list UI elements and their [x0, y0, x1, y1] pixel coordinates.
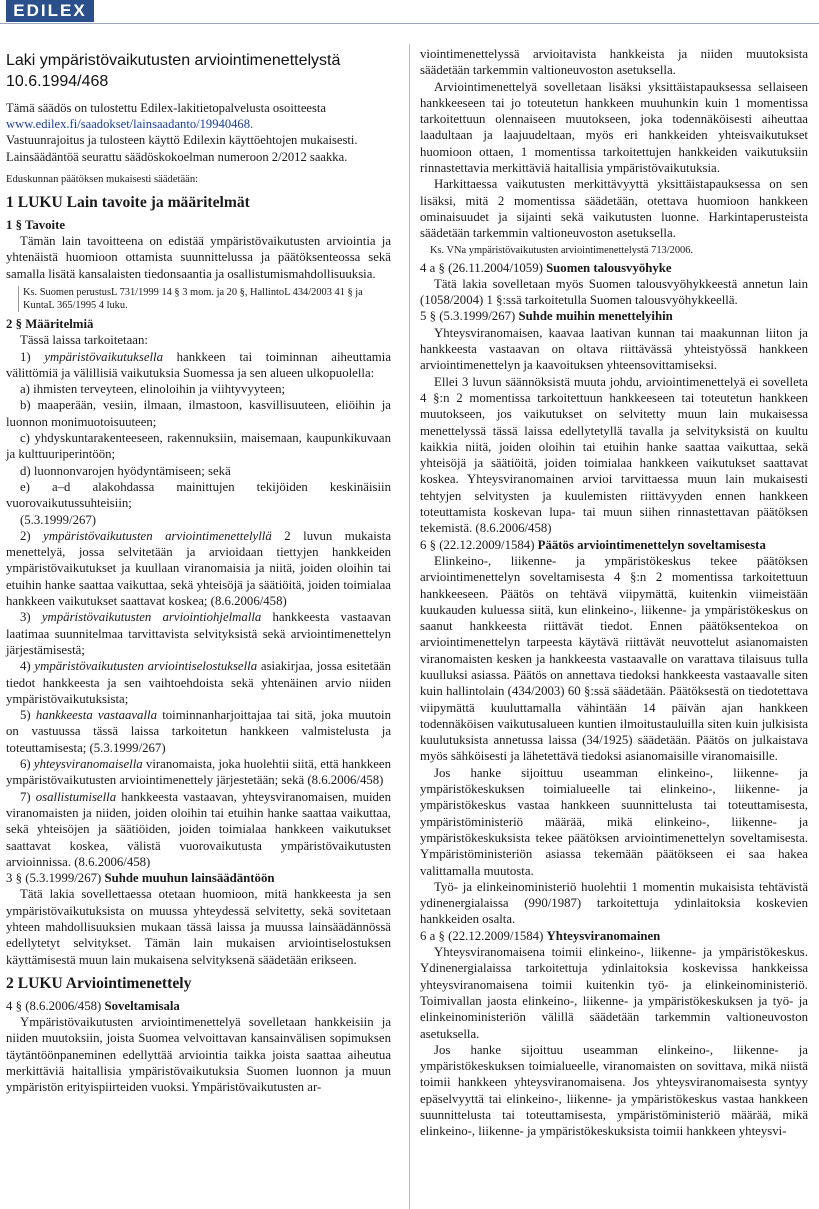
section-3-text: Tätä lakia sovellettaessa otetaan huomioon, mitä hankkeesta ja sen ympäristövaikutuksista on muussa yhteydessä selvitetty, sekä sovitetaan yhteen mahdollisuuksien mukaan tässä laissa ja muussa lainsäädännössä edellytetyt selvitykset. Tämän lain mukaisen arviointiselostuksen käyttämisestä muun lain mukaisena selvityksenä säädetään erikseen.	[6, 887, 391, 967]
section-4-reference-note: Ks. VNa ympäristövaikutusten arviointimenettelystä 713/2006.	[430, 244, 693, 256]
section-5-heading: 5 § (5.3.1999/267) Suhde muihin menettelyihin	[420, 309, 673, 324]
section-1-reference-note: Ks. Suomen perustusL 731/1999 14 § 3 mom. ja 20 §, HallintoL 434/2003 41 § ja KuntaL 365/1995 4 luku.	[18, 286, 391, 312]
definition-1: 1) ympäristövaikutuksella hankkeen tai toiminnan aiheuttamia välittömiä ja välillisiä vaikutuksia Suomessa ja sen alueen ulkopuolella:	[6, 349, 391, 380]
subitem-d: d) luonnonvarojen hyödyntämiseen; sekä	[20, 463, 231, 478]
definition-7: 7) osallistumisella hankkeesta vastaavan, yhteysviranomaisen, muiden viranomaisten ja niiden, joiden oloihin tai etuihin hanke saattaa vaikuttaa, sekä yhteisöjen ja säätiöiden, joiden toimialaa hankkeen vaikutukset saattavat koskea, välistä vuorovaikutusta ympäristövaikutusten arvioinnissa. (8.6.2006/458)	[6, 789, 392, 869]
section-3-heading: 3 § (5.3.1999/267) Suhde muuhun lainsäädäntöön	[6, 871, 275, 886]
definition-6: 6) yhteysviranomaisella viranomaista, joka huolehtii siitä, että hankkeen ympäristövaikutusten arviointimenettely järjestetään; sekä (8.6.2006/458)	[6, 757, 392, 788]
right-column	[420, 46, 808, 1140]
section-4-paragraph-2: Arviointimenettelyä sovelletaan lisäksi yksittäistapauksessa sellaiseen hankkeeseen tai jo toteutetun hankkeen muuhunkin kuin 1 momentissa tarkoitettuun olennaiseen muutokseen, joka todennäköisesti aiheuttaa laadultaan ja laajuudeltaan, myös eri hankkeiden yhteisvaikutukset huomioon ottaen, 1 momentissa tarkoitettujen hankkeiden vaikutuksiin rinnastettavia merkittäviä haitallisia ympäristövaikutuksia.	[420, 79, 808, 176]
section-1-heading: 1 § Tavoite	[6, 217, 66, 232]
subitem-c: c) yhdyskuntarakenteeseen, rakennuksiin, maisemaan, kaupunkikuvaan ja kulttuuriperintöön;	[6, 431, 391, 462]
section-6-paragraph-1: Elinkeino-, liikenne- ja ympäristökeskus tekee päätöksen arviointimenettelyn soveltamisesta 4 §:n 2 momentissa tarkoitettuun hankkeeseen. Päätös on tehtävä viipymättä, kuitenkin viimeistään kuukauden kuluessa siitä, kun elinkeino-, liikenne- ja ympäristökeskus on saanut hankkeesta riittävät tiedot. Ennen päätöksentekoa on arviointimenettelyn tarpeesta käytävä riittävät neuvottelut asianomaisten viranomaisten kesken ja hankkeesta vastaavalle on varattava tilaisuus tulla kuulluksi asiassa. Päätös on annettava tiedoksi hankkeesta vastaavalle siten kuin hallintolain (434/2003) 60 §:ssä säädetään. Päätöksestä on tiedotettava viipymättä kuuluttamalla vähintään 14 päivän ajan hankkeen todennäköisen vaikutusalueen kuntien ilmoitustauluilla siten kuin julkisista kuulutuksista annetussa laissa (34/1925) säädetään. Päätös on julkaistava myös sähköisesti ja lähetettävä tiedoksi asianomaisille viranomaisille.	[420, 553, 808, 764]
section-4a-heading: 4 a § (26.11.2004/1059) Suomen talousvyöhyke	[420, 260, 672, 275]
definition-3: 3) ympäristövaikutusten arviointiohjelmalla hankkeesta vastaavan laatimaa suunnitelmaa tarvittavista selvityksistä sekä arviointimenettelyn järjestämisestä;	[6, 610, 392, 657]
section-6a-paragraph-1: Yhteysviranomaisena toimii elinkeino-, liikenne- ja ympäristökeskus. Ydinenergialaissa tarkoitettuja ydinlaitoksia koskevissa hankkeissa yhteysviranomaisena toimii kuitenkin työ- ja elinkeinoministeriö. Toimivallan jaosta elinkeino-, liikenne- ja ympäristökeskuksen ja työ- ja elinkeinoministeriön välillä säädetään tarkemmin valtioneuvoston asetuksella.	[420, 945, 808, 1041]
subitem-e: e) a–d alakohdassa mainittujen tekijöiden keskinäisiin vuorovaikutussuhteisiin;	[6, 479, 391, 511]
chapter-1-heading: 1 LUKU Lain tavoite ja määritelmät	[6, 193, 250, 211]
section-6a-paragraph-2: Jos hanke sijoittuu useamman elinkeino-, liikenne- ja ympäristökeskuksen toimialueelle, viranomaisten on sovittava, mikä niistä toimii hankkeen yhteysviranomaisena. Jos yhteysviranomaisesta syntyy epäselvyyttä tai elinkeino-, liikenne- ja ympäristökeskus vastaa hankkeen suunnittelusta tai toteuttamisesta, ympäristöministeriö määrää, mikä elinkeino-, liikenne- ja ympäristökeskuksista toimii hankkeen yhteysvi-	[420, 1042, 808, 1139]
title-line: Laki ympäristövaikutusten arviointimenettelystä	[6, 52, 341, 69]
header-rule	[0, 23, 819, 24]
subitem-a: a) ihmisten terveyteen, elinoloihin ja viihtyvyyteen;	[20, 382, 286, 397]
section-6-heading: 6 § (22.12.2009/1584) Päätös arviointimenettelyn soveltamisesta	[420, 537, 766, 552]
source-link[interactable]: www.edilex.fi/saadokset/lainsaadanto/19940468.	[6, 117, 254, 132]
section-4-paragraph-3: Harkittaessa vaikutusten merkittävyyttä yksittäistapauksessa on sen lisäksi, mitä 2 momentissa säädetään, otettava huomioon hankkeen ominaisuudet ja sijainti sekä vaikutusten luonne. Harkintaperusteista säädetään tarkemmin valtioneuvoston asetuksella.	[420, 177, 808, 241]
chapter-2-heading: 2 LUKU Arviointimenettely	[6, 974, 192, 992]
section-4a-text: Tätä lakia sovelletaan myös Suomen talousvyöhykkeestä annetun lain (1058/2004) 1 §:ssä tarkoitetulla Suomen talousvyöhykkeellä.	[420, 276, 808, 308]
disclaimer-line: Vastuunrajoitus ja tulosteen käyttö Edilexin käyttöehtojen mukaisesti.	[6, 133, 358, 148]
subitem-b: b) maaperään, vesiin, ilmaan, ilmastoon, kasvillisuuteen, eliöihin ja luonnon monimuotoisuuteen;	[6, 398, 391, 429]
document-title	[6, 50, 391, 92]
amendment-date: (5.3.1999/267)	[20, 512, 97, 527]
statute-number: 10.6.1994/468	[6, 73, 109, 90]
definition-4: 4) ympäristövaikutusten arviointiselostuksella asiakirjaa, jossa esitetään tiedot hankkeesta ja sen vaihtoehdoista sekä yhtenäinen arvio niiden ympäristövaikutuksista;	[6, 659, 391, 706]
section-5-paragraph-2: Ellei 3 luvun säännöksistä muuta johdu, arviointimenettelyä ei sovelleta 4 §:n 2 momentissa tarkoitettuun hankkeeseen tai toteutetun hankkeen muutokseen, jos vaikutukset on selvitetty muun lain mukaisessa menettelyssä tässä laissa edellytetyllä tavalla ja selvityksistä on kuultu kaikkia niitä, joiden oloihin tai etuihin hanke saattaa vaikuttaa, sekä yhteisöjä ja säätiöitä, joiden toimialaa hankkeen vaikutukset saattavat koskea. Yhteysviranomainen arvioi tarvittaessa muun lain mukaisesti tehtyjen selvitysten ja kuulemisten riittävyyden ennen hankkeen toteuttamista koskevan lupa- tai muun siihen rinnastettavan päätöksen tekemistä. (8.6.2006/458)	[420, 374, 808, 536]
section-2-heading: 2 § Määritelmiä	[6, 317, 94, 331]
section-4-text: Ympäristövaikutusten arviointimenettelyä sovelletaan hankkeisiin ja niiden muutoksiin, joista Suomea velvoittavan kansainvälisen sopimuksen täytäntöönpaneminen edellyttää arviointia taikka joista saattaa aiheutua merkittäviä haitallisia ympäristövaikutuksia Suomen luonnon ja muun ympäristön erityispiirteiden vuoksi. Ympäristövaikutusten ar-	[6, 1015, 391, 1095]
definition-5: 5) hankkeesta vastaavalla toiminnanharjoittajaa tai sitä, joka muutoin on vastuussa tässä laissa tarkoitetun hankkeen valmistelusta ja toteuttamisesta; (5.3.1999/267)	[6, 708, 391, 755]
section-6a-heading: 6 a § (22.12.2009/1584) Yhteysviranomainen	[420, 928, 661, 943]
section-4-heading: 4 § (8.6.2006/458) Soveltamisala	[6, 998, 180, 1013]
section-5-paragraph-1: Yhteysviranomaisen, kaavaa laativan kunnan tai maakunnan liiton ja hankkeesta vastaavan on oltava riittävässä yhteistyössä hankkeen arviointimenettelyn ja kaavoituksen yhteensovittamiseksi.	[420, 325, 808, 373]
preamble: Eduskunnan päätöksen mukaisesti säädetään:	[6, 173, 199, 185]
section-2-intro: Tässä laissa tarkoitetaan:	[20, 333, 148, 348]
section-4-continued: viointimenettelyssä arvioitavista hankkeista ja niiden muutoksista säädetään tarkemmin valtioneuvoston asetuksella.	[420, 47, 808, 78]
section-6-paragraph-3: Työ- ja elinkeinoministeriö huolehtii 1 momentin mukaisista tehtävistä ydinenergialaissa (990/1987) tarkoitettuja ydinlaitoksia koskevien hankkeiden osalta.	[420, 879, 808, 927]
update-line: Lainsäädäntöä seurattu säädöskokoelman numeroon 2/2012 saakka.	[6, 149, 348, 164]
print-notice-line: Tämä säädös on tulostettu Edilex-lakitietopalvelusta osoitteesta	[6, 101, 327, 115]
section-6-paragraph-2: Jos hanke sijoittuu useamman elinkeino-, liikenne- ja ympäristökeskuksen toimialueelle tai elinkeino-, liikenne- ja ympäristökeskus vastaa hankkeen suunnittelusta tai toteuttamisesta, ympäristöministeriö määrää, mikä elinkeino-, liikenne- ja ympäristökeskuksista tekee päätöksen arviointimenettelyn soveltamisesta. Ympäristöministeriön asiassa tekemään päätökseen ei saa hakea valittamalla muutosta.	[420, 765, 808, 878]
left-column	[6, 48, 391, 1096]
print-notice	[6, 100, 391, 165]
column-divider	[409, 44, 410, 1209]
section-1-text: Tämän lain tavoitteena on edistää ympäristövaikutusten arviointia ja yhtenäistä huomioon ottamista suunnittelussa ja päätöksenteossa sekä samalla lisätä kansalaisten tiedonsaantia ja osallistumismahdollisuuksia.	[6, 234, 391, 281]
definition-2: 2) ympäristövaikutusten arviointimenettelyllä 2 luvun mukaista menettelyä, jossa selvitetään ja arvioidaan tiettyjen hankkeiden ympäristövaikutukset ja kuullaan viranomaisia ja niitä, joiden oloihin tai etuihin hanke saattaa vaikuttaa, sekä yhteisöjä ja säätiöitä, joiden toimialaa hankkeen vaikutukset saattavat koskea; (8.6.2006/458)	[6, 528, 391, 609]
edilex-logo: EDILEX	[6, 0, 94, 22]
